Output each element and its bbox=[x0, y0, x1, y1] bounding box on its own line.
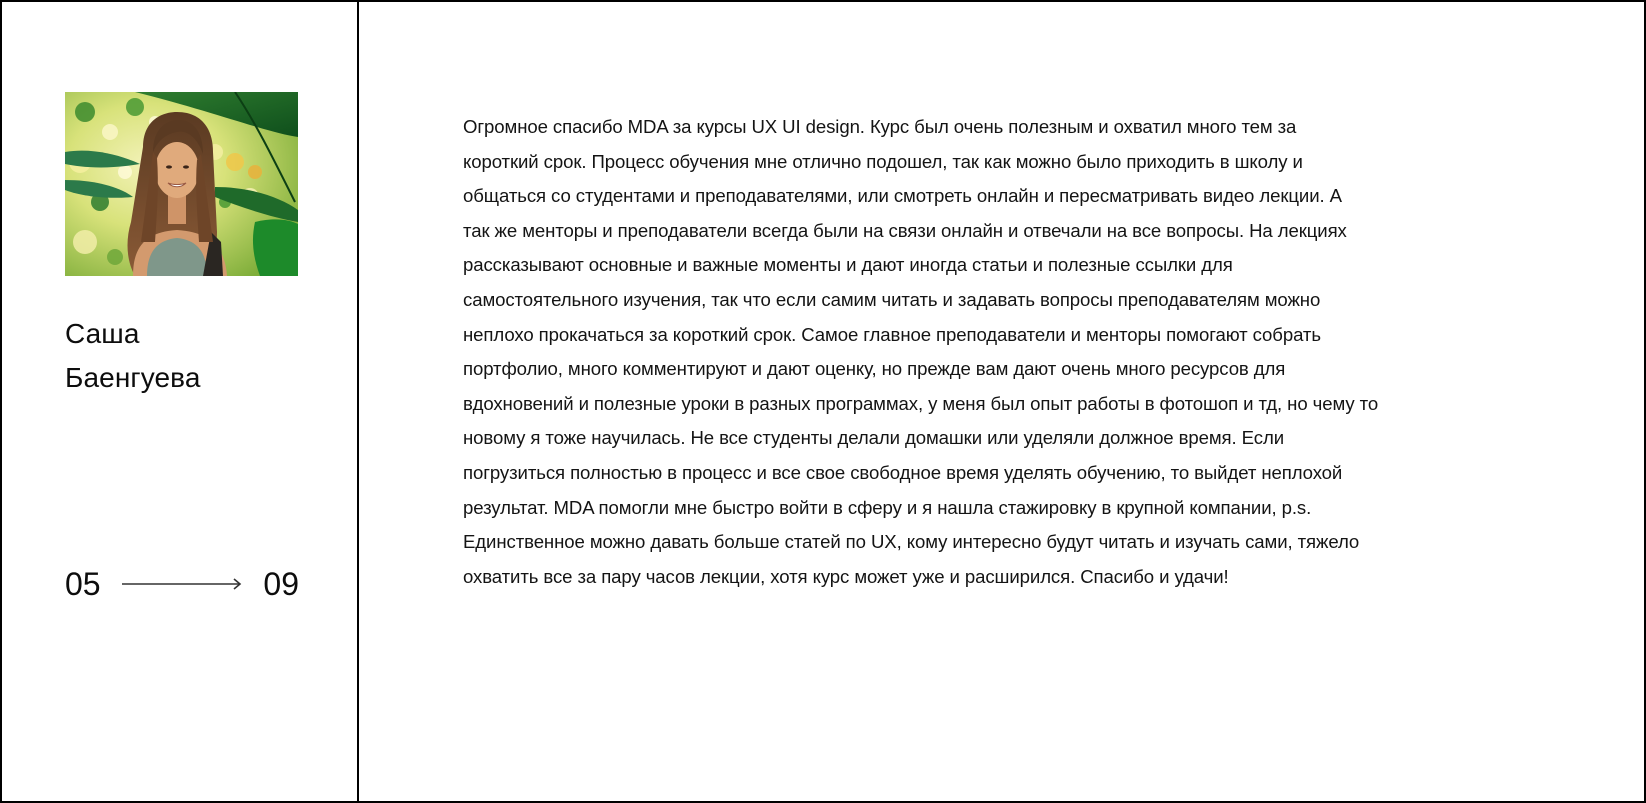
total-slides-number: 09 bbox=[263, 566, 299, 602]
current-slide-number: 05 bbox=[65, 566, 101, 602]
author-name bbox=[65, 312, 201, 400]
author-photo bbox=[65, 92, 298, 276]
review-line: Единственное можно давать больше статей по UX, кому интересно будут читать и изучать сами, тяжело bbox=[463, 531, 1360, 553]
review-line: неплохо прокачаться за короткий срок. Самое главное преподаватели и менторы помогают собрать bbox=[463, 323, 1321, 345]
vertical-divider bbox=[357, 2, 359, 803]
review-line: самостоятельного изучения, так что если самим читать и задавать вопросы преподавателям можно bbox=[463, 288, 1321, 310]
review-line: так же менторы и преподаватели всегда были на связи онлайн и отвечали на все вопросы. На лекциях bbox=[463, 219, 1347, 241]
arrow-right-icon[interactable] bbox=[122, 577, 242, 591]
testimonial-pagination bbox=[65, 562, 299, 606]
review-line: Огромное спасибо MDA за курсы UX UI design. Курс был очень полезным и охватил много тем за bbox=[463, 116, 1297, 137]
review-line: рассказывают основные и важные моменты и дают иногда статьи и полезные ссылки для bbox=[463, 254, 1233, 276]
review-line: короткий срок. Процесс обучения мне отлично подошел, так как можно было приходить в школу и bbox=[463, 150, 1303, 172]
review-line: общаться со студентами и преподавателями, или смотреть онлайн и пересматривать видео лекции. А bbox=[463, 185, 1342, 207]
review-text bbox=[463, 110, 1573, 594]
review-line: результат. MDA помогли мне быстро войти в сферу и я нашла стажировку в крупной компании, p.s. bbox=[463, 496, 1312, 518]
author-first-name: Саша bbox=[65, 318, 140, 349]
review-line: новому я тоже научилась. Не все студенты делали домашки или уделяли должное время. Если bbox=[463, 427, 1284, 449]
review-line: погрузиться полностью в процесс и все свое свободное время уделять обучению, то выйдет неплохой bbox=[463, 461, 1343, 483]
review-line: вдохновений и полезные уроки в разных программах, у меня был опыт работы в фотошоп и тд, но чему то bbox=[463, 392, 1379, 414]
author-last-name: Баенгуева bbox=[65, 362, 201, 393]
review-line: охватить все за пару часов лекции, хотя курс может уже и расширился. Спасибо и удачи! bbox=[463, 565, 1229, 587]
review-line: портфолио, много комментируют и дают оценку, но прежде вам дают очень много ресурсов для bbox=[463, 358, 1286, 380]
